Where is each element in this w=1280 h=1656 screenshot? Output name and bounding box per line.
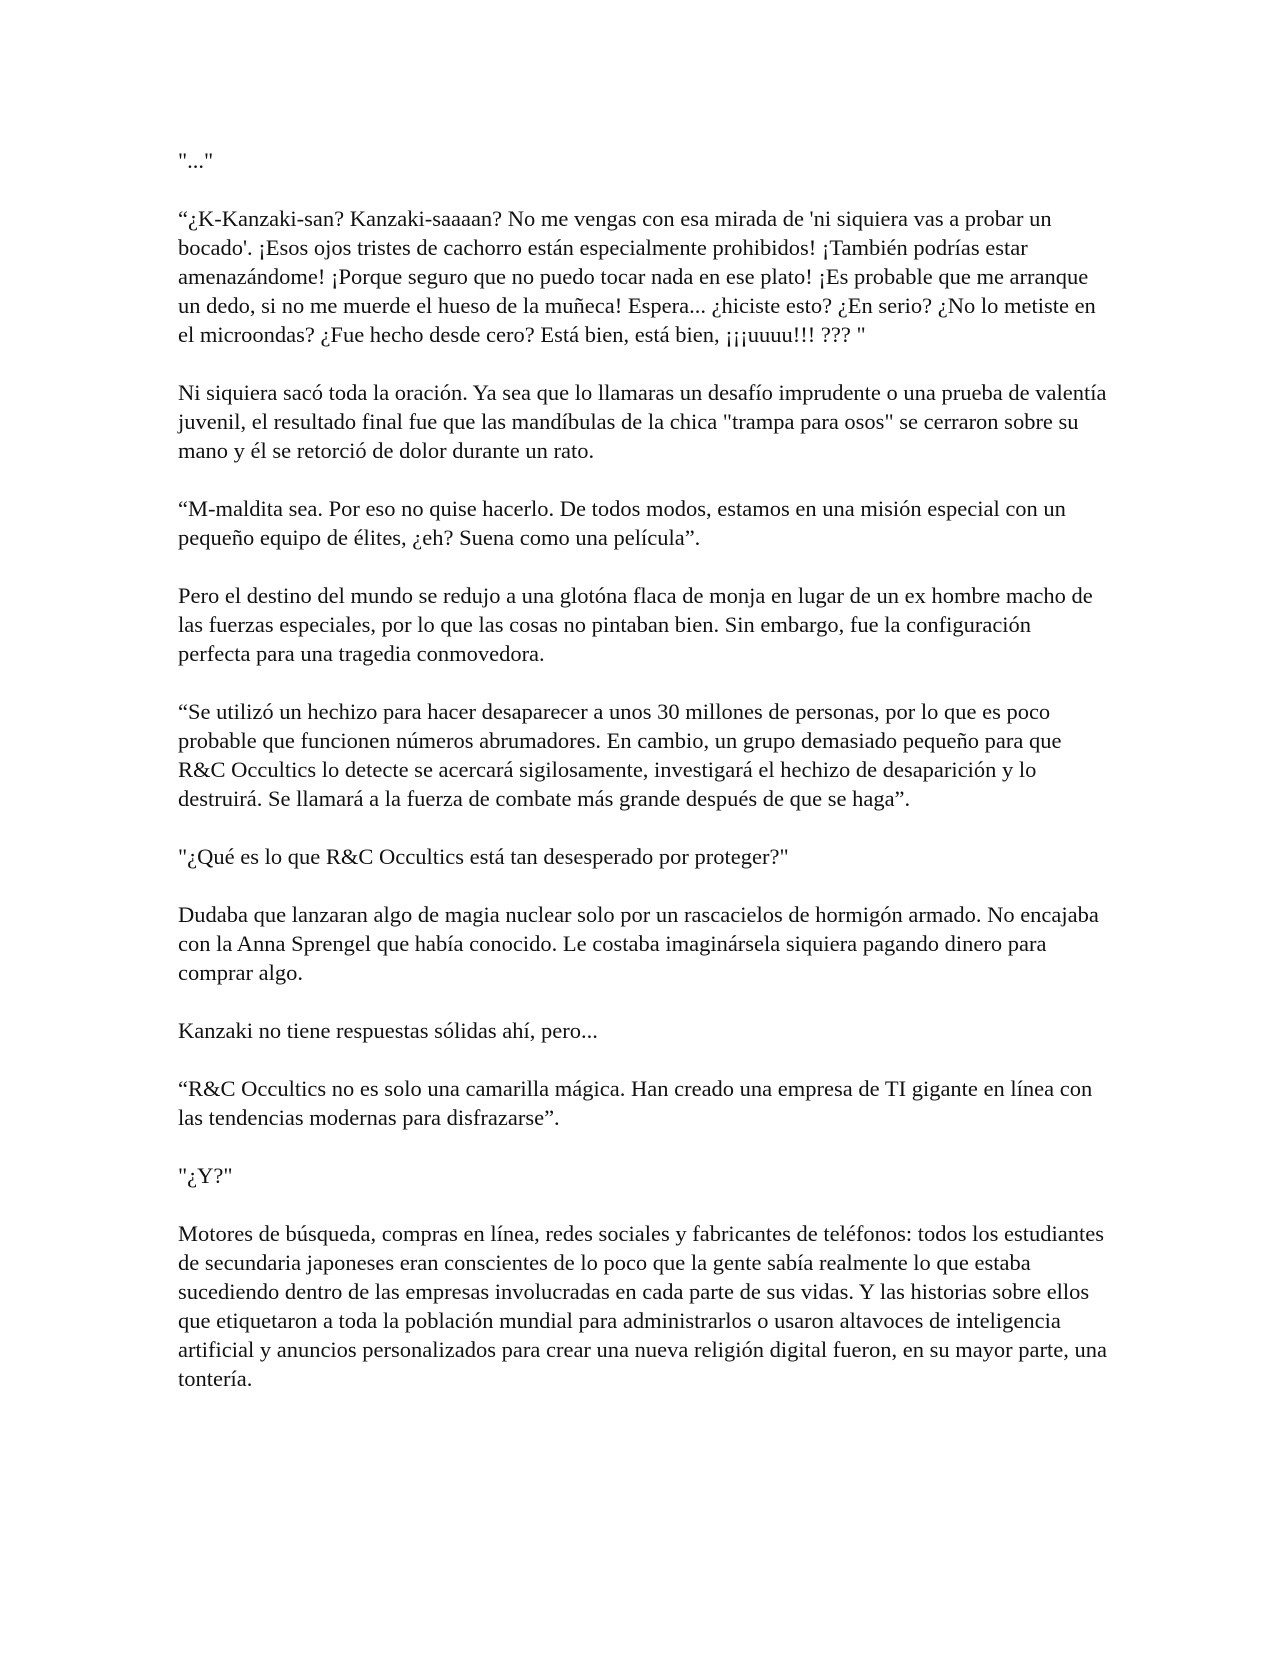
paragraph-7: "¿Qué es lo que R&C Occultics está tan desesperado por proteger?" xyxy=(178,844,789,869)
paragraph-5: Pero el destino del mundo se redujo a una glotóna flaca de monja en lugar de un ex hombre macho de las fuerzas especiales, por lo que las cosas no pintaban bien. Sin embargo, fue la configuración perfecta para una tragedia conmovedora. xyxy=(178,583,1093,666)
paragraph-1: "..." xyxy=(178,148,214,173)
paragraph-2: “¿K-Kanzaki-san? Kanzaki-saaaan? No me vengas con esa mirada de 'ni siquiera vas a probar un bocado'. ¡Esos ojos tristes de cachorro están especialmente prohibidos! ¡También podrías estar amenazándome! ¡Porque seguro que no puedo tocar nada en ese plato! ¡Es probable que me arranque un dedo, si no me muerde el hueso de la muñeca! Espera... ¿hiciste esto? ¿En serio? ¿No lo metiste en el microondas? ¿Fue hecho desde cero? Está bien, está bien, ¡¡¡uuuu!!! ??? " xyxy=(178,206,1096,347)
paragraph-4: “M-maldita sea. Por eso no quise hacerlo. De todos modos, estamos en una misión especial con un pequeño equipo de élites, ¿eh? Suena como una película”. xyxy=(178,496,1066,550)
paragraph-10: “R&C Occultics no es solo una camarilla mágica. Han creado una empresa de TI gigante en línea con las tendencias modernas para disfrazarse”. xyxy=(178,1076,1093,1130)
paragraph-12: Motores de búsqueda, compras en línea, redes sociales y fabricantes de teléfonos: todos los estudiantes de secundaria japoneses eran conscientes de lo poco que la gente sabía realmente lo que estaba sucediendo dentro de las empresas involucradas en cada parte de sus vidas. Y las historias sobre ellos que etiquetaron a toda la población mundial para administrarlos o usaron altavoces de inteligencia artificial y anuncios personalizados para crear una nueva religión digital fueron, en su mayor parte, una tontería. xyxy=(178,1221,1108,1391)
paragraph-8: Dudaba que lanzaran algo de magia nuclear solo por un rascacielos de hormigón armado. No encajaba con la Anna Sprengel que había conocido. Le costaba imaginársela siquiera pagando dinero para comprar algo. xyxy=(178,902,1099,985)
paragraph-9: Kanzaki no tiene respuestas sólidas ahí, pero... xyxy=(178,1018,598,1043)
paragraph-6: “Se utilizó un hechizo para hacer desaparecer a unos 30 millones de personas, por lo que es poco probable que funcionen números abrumadores. En cambio, un grupo demasiado pequeño para que R&C Occultics lo detecte se acercará sigilosamente, investigará el hechizo de desaparición y lo destruirá. Se llamará a la fuerza de combate más grande después de que se haga”. xyxy=(178,699,1062,811)
paragraph-3: Ni siquiera sacó toda la oración. Ya sea que lo llamaras un desafío imprudente o una prueba de valentía juvenil, el resultado final fue que las mandíbulas de la chica "trampa para osos" se cerraron sobre su mano y él se retorció de dolor durante un rato. xyxy=(178,380,1107,463)
document-body xyxy=(178,146,1108,1422)
paragraph-11: "¿Y?" xyxy=(178,1163,233,1188)
